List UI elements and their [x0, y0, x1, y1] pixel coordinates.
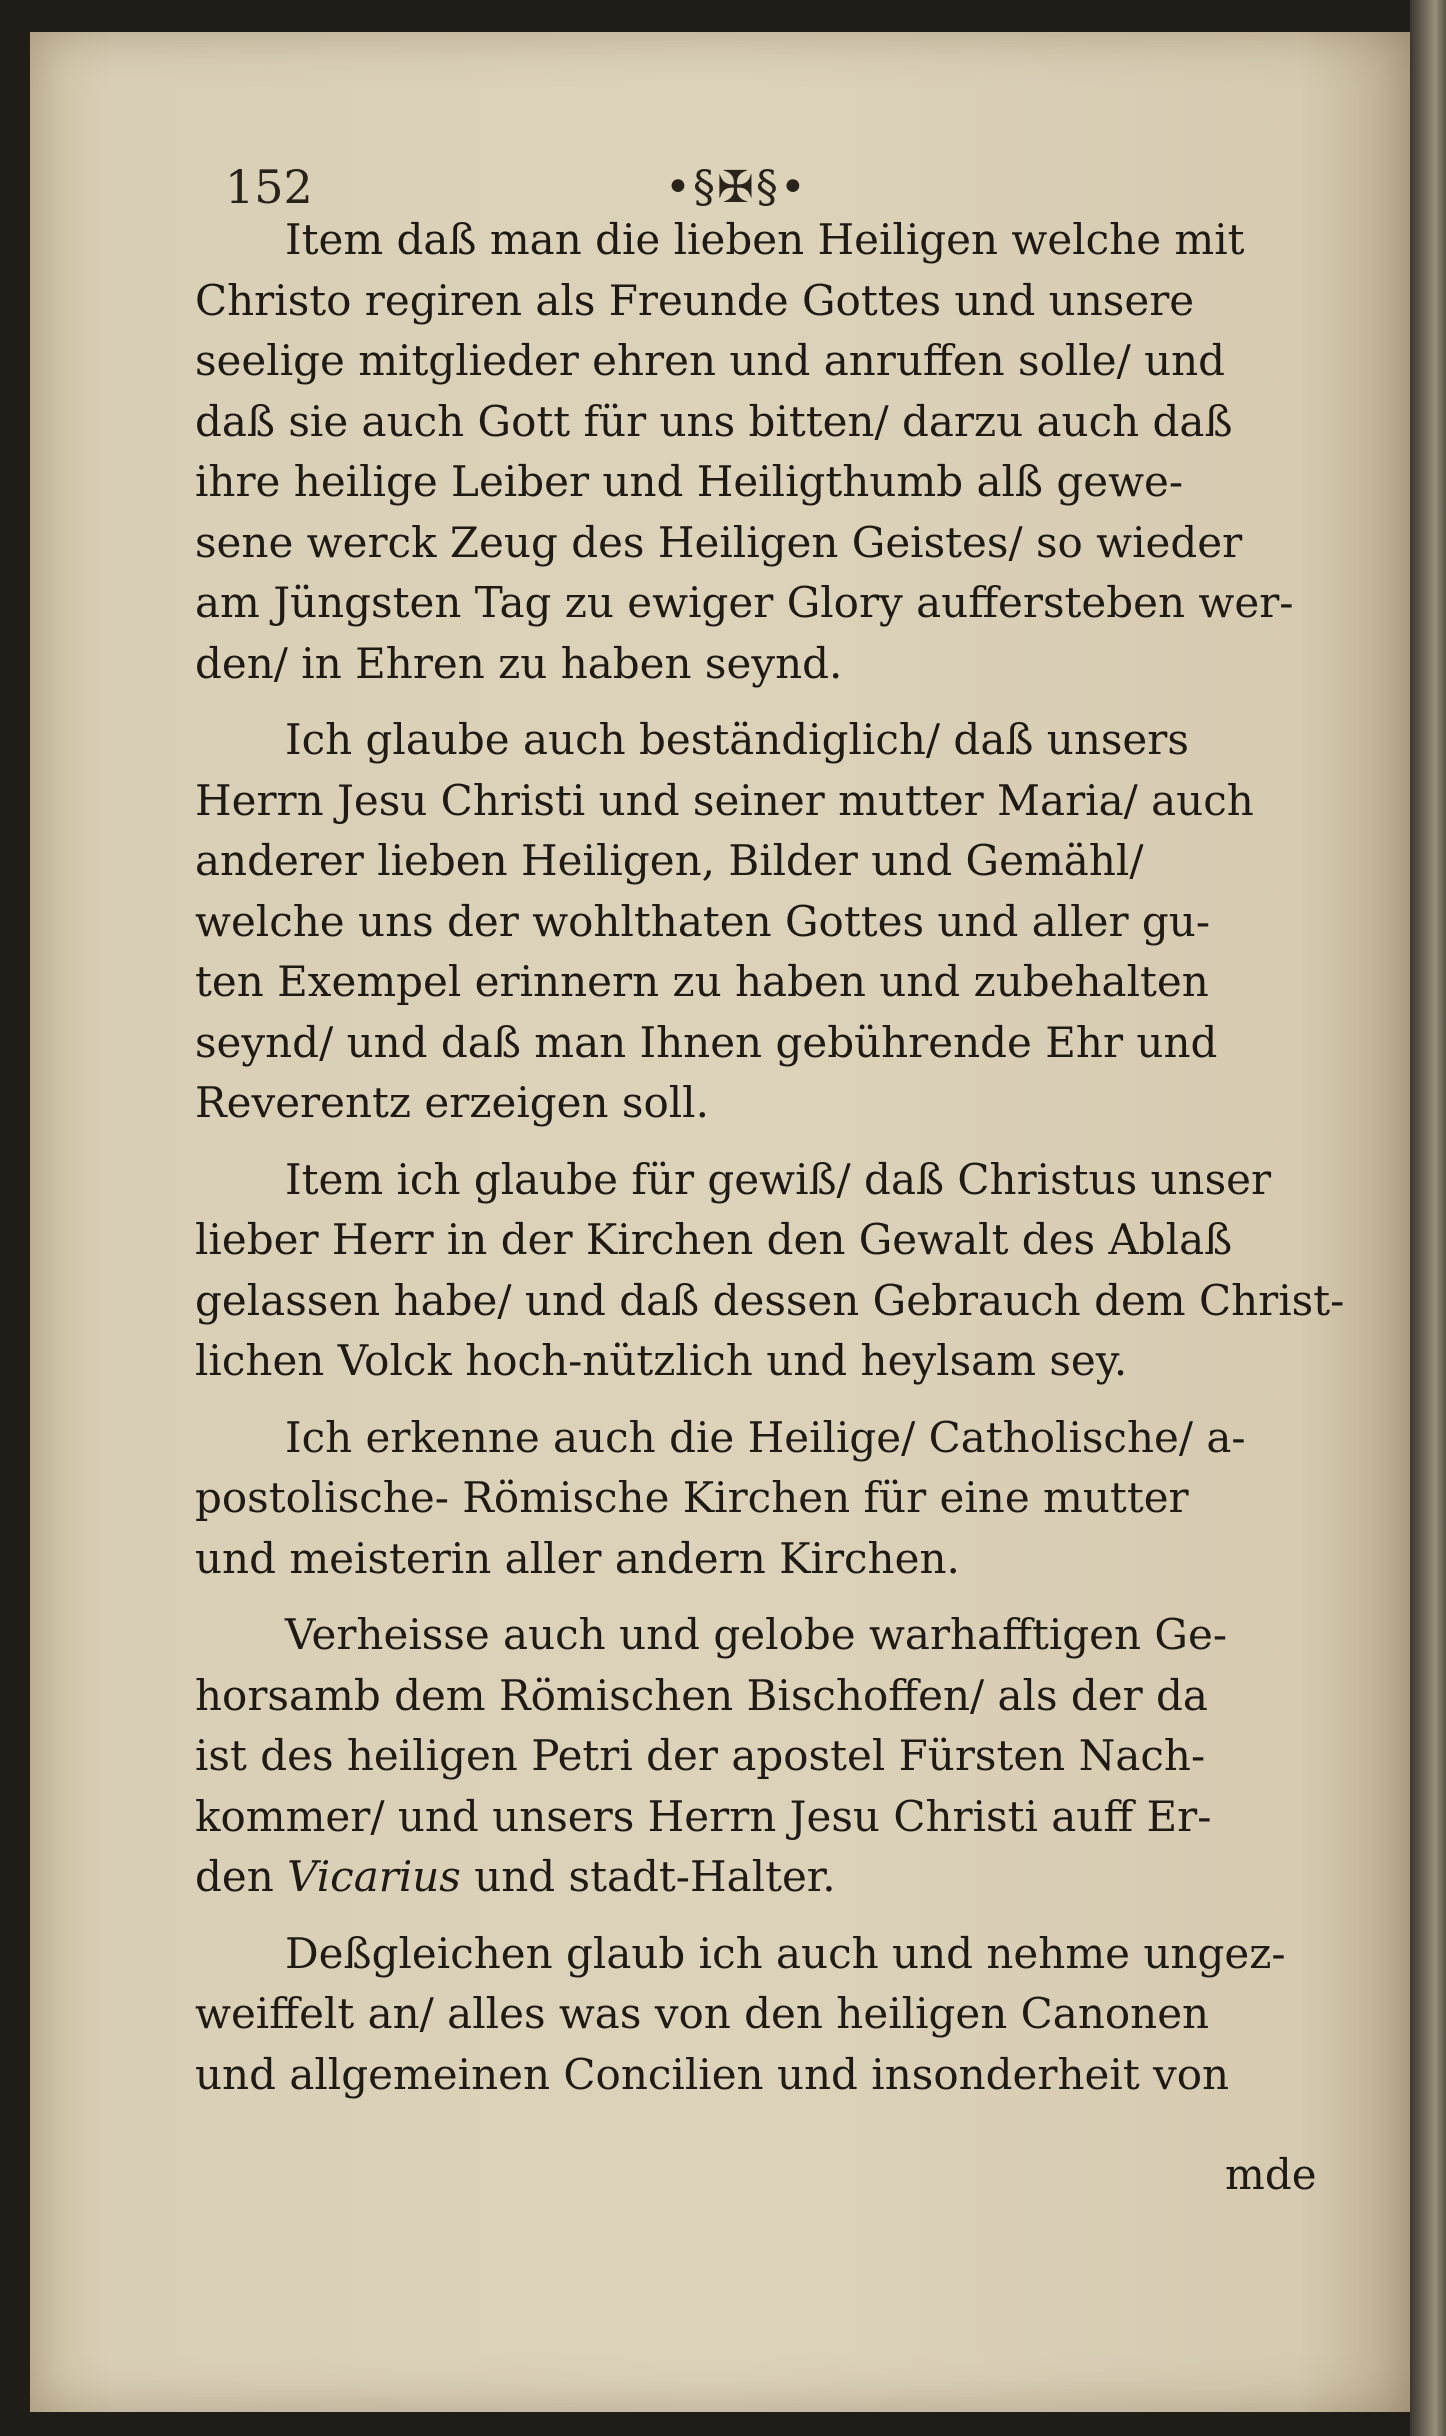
- text-line: gelassen habe/ und daß dessen Gebrauch dem Christ-: [195, 1275, 1345, 1325]
- text-line: Christo regiren als Freunde Gottes und unsere: [195, 275, 1195, 325]
- text-line: seynd/ und daß man Ihnen gebührende Ehr und: [195, 1017, 1218, 1067]
- text-line: welche uns der wohlthaten Gottes und aller gu-: [195, 896, 1211, 946]
- text-line: am Jüngsten Tag zu ewiger Glory auffersteben wer-: [195, 578, 1294, 627]
- paragraph: [195, 210, 1385, 694]
- text-line: ihre heilige Leiber und Heiligthumb alß gewe-: [195, 457, 1184, 506]
- text-line: Ich erkenne auch die Heilige/ Catholische/ a-: [285, 1412, 1246, 1462]
- text-line: ten Exempel erinnern zu haben und zubehalten: [195, 957, 1209, 1006]
- text-line: postolische- Römische Kirchen für eine mutter: [195, 1473, 1189, 1522]
- text-line: lichen Volck hoch-nützlich und heylsam sey.: [195, 1336, 1128, 1385]
- adjacent-page-edge: [1410, 0, 1446, 2436]
- text-line: und meisterin aller andern Kirchen.: [195, 1533, 960, 1583]
- text-line: Herrn Jesu Christi und seiner mutter Maria/ auch: [195, 775, 1254, 825]
- text-line: daß sie auch Gott für uns bitten/ darzu auch daß: [195, 396, 1233, 446]
- paragraph: [195, 1924, 1385, 2106]
- paragraph: [195, 710, 1385, 1134]
- body-text: [195, 210, 1385, 2121]
- text-line: Deßgleichen glaub ich auch und nehme ungez-: [285, 1928, 1286, 1978]
- header-ornament: •§✠§•: [665, 162, 808, 213]
- text-line: den Vicarius und stadt-Halter.: [195, 1852, 836, 1901]
- text-line: sene werck Zeug des Heiligen Geistes/ so wieder: [195, 517, 1243, 567]
- text-line: Item daß man die lieben Heiligen welche mit: [285, 215, 1245, 264]
- text-line: horsamb dem Römischen Bischoffen/ als der da: [195, 1670, 1208, 1720]
- text-line: Ich glaube auch beständiglich/ daß unsers: [285, 715, 1189, 764]
- text-line: anderer lieben Heiligen, Bilder und Gemähl/: [195, 836, 1144, 885]
- paragraph: [195, 1150, 1385, 1392]
- text-line: Item ich glaube für gewiß/ daß Christus unser: [285, 1154, 1272, 1204]
- text-line: weiffelt an/ alles was von den heiligen Canonen: [195, 1989, 1210, 2038]
- text-line: kommer/ und unsers Herrn Jesu Christi auff Er-: [195, 1791, 1212, 1841]
- paragraph: [195, 1408, 1385, 1590]
- latin-word: Vicarius: [287, 1852, 461, 1901]
- paragraph: [195, 1605, 1385, 1908]
- text-line: ist des heiligen Petri der apostel Fürsten Nach-: [195, 1731, 1206, 1780]
- text-line: lieber Herr in der Kirchen den Gewalt des Ablaß: [195, 1215, 1233, 1264]
- text-line: den/ in Ehren zu haben seynd.: [195, 638, 843, 688]
- catchword: mde: [1225, 2150, 1317, 2199]
- text-line: Reverentz erzeigen soll.: [195, 1078, 709, 1127]
- text-line: Verheisse auch und gelobe warhafftigen Ge-: [285, 1610, 1228, 1659]
- text-line: und allgemeinen Concilien und insonderheit von: [195, 2049, 1230, 2099]
- text-line: seelige mitglieder ehren und anruffen solle/ und: [195, 336, 1226, 385]
- page-number: 152: [225, 160, 313, 214]
